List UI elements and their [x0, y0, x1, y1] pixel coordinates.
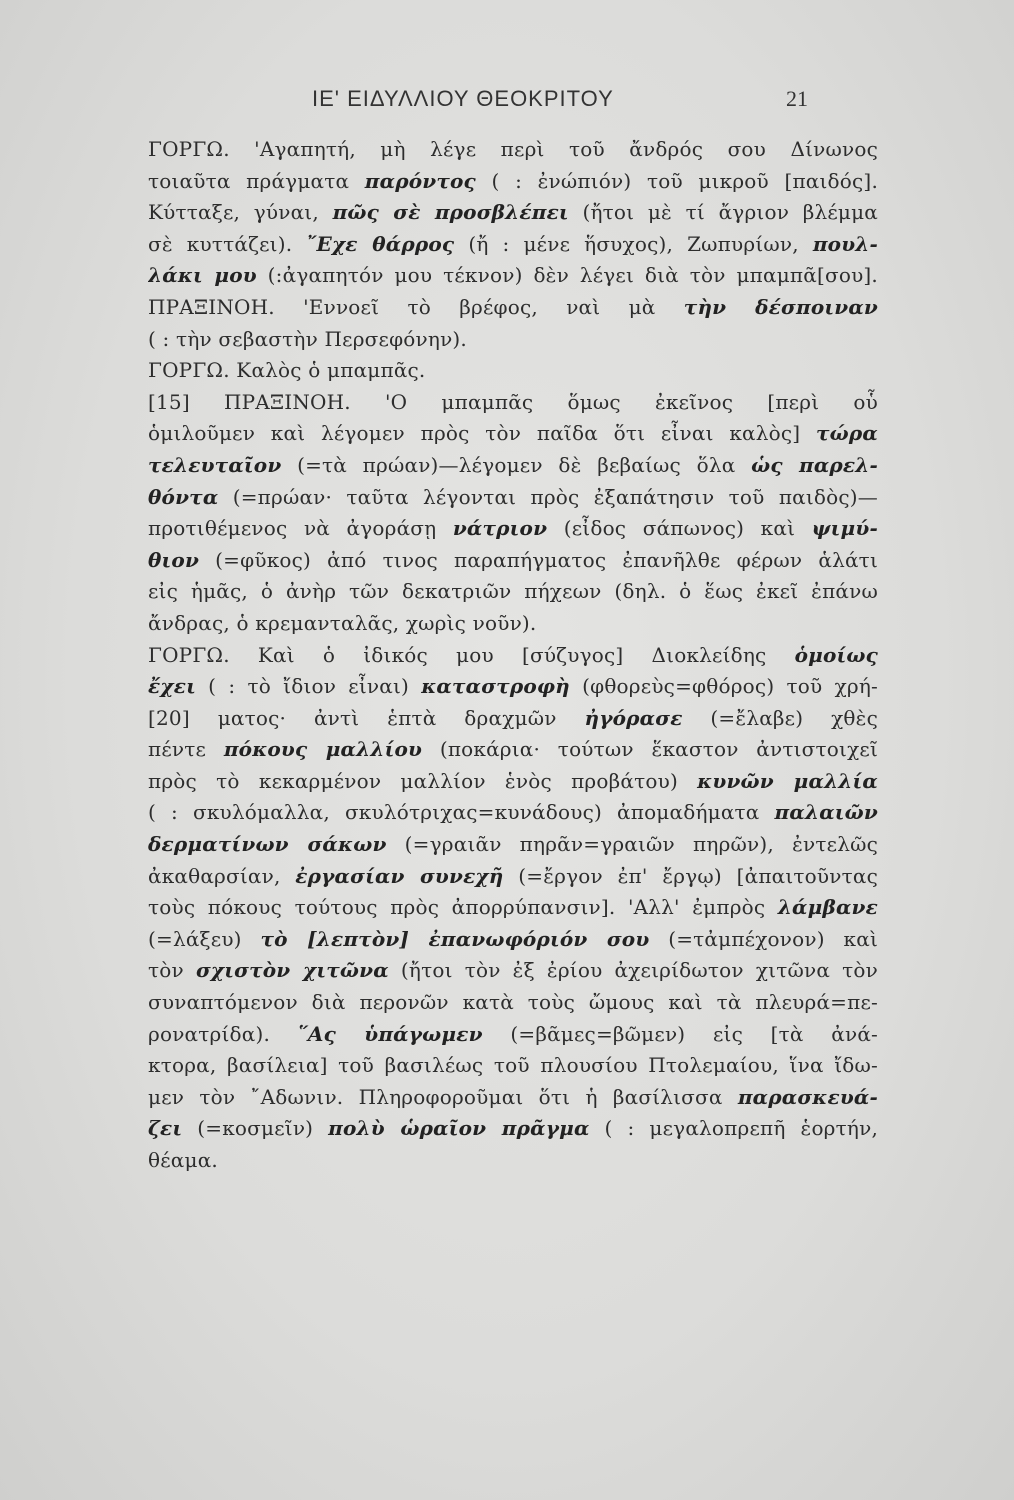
text-segment: πρὸς τὸ κεκαρμένον μαλλίον ἑνὸς προβάτου)	[148, 768, 698, 793]
text-line	[148, 892, 878, 924]
text-line	[148, 1113, 878, 1145]
text-segment: ΓΟΡΓΩ. 'Αγαπητή, μὴ λέγε περὶ τοῦ ἄνδρός σου Δίνωνος	[148, 137, 878, 161]
text-segment: τοιαῦτα πράγματα	[148, 168, 365, 193]
text-line	[148, 987, 878, 1019]
text-segment: Κύτταξε, γύναι,	[148, 200, 333, 225]
text-line	[148, 355, 878, 387]
emphasis-text: ὁμοίως	[794, 642, 878, 667]
body-text	[148, 134, 878, 1177]
emphasis-text: παρασκευά-	[737, 1084, 878, 1109]
text-segment: (=φῦκος) ἀπό τινος παραπήγματος ἐπανῆλθε φέρων ἁλάτι	[199, 547, 878, 572]
text-line	[148, 766, 878, 798]
text-segment: τὸν	[148, 958, 196, 983]
text-line	[148, 829, 878, 861]
text-segment: μεν τὸν ῎Αδωνιν. Πληροφοροῦμαι ὅτι ἡ βασίλισσα	[148, 1084, 738, 1109]
text-segment: (=κοσμεῖν)	[182, 1116, 329, 1141]
emphasis-text: νάτριον	[452, 516, 548, 541]
text-segment: ( : τὴν σεβαστὴν Περσεφόνην).	[148, 326, 467, 351]
text-segment: (=τὰ πρώαν)—λέγομεν δὲ βεβαίως ὅλα	[281, 452, 752, 477]
text-line	[148, 1050, 878, 1082]
text-segment: (εἶδος σάπωνος) καὶ	[547, 516, 812, 541]
emphasis-text: ἐργασίαν συνεχῆ	[295, 863, 504, 888]
text-line	[148, 166, 878, 198]
text-line	[148, 134, 878, 166]
text-segment: ἀκαθαρσίαν,	[148, 863, 296, 888]
emphasis-text: λάκι μου	[148, 263, 257, 288]
text-line	[148, 292, 878, 324]
emphasis-text: δερματίνων σάκων	[148, 832, 387, 857]
text-line	[148, 229, 878, 261]
text-segment: (=τἀμπέχονον) καὶ	[649, 926, 878, 951]
emphasis-text: λάμβανε	[777, 895, 878, 920]
emphasis-text: πόκους μαλλίου	[223, 737, 423, 762]
emphasis-text: ἔχει	[148, 674, 196, 699]
text-segment: (ἤτοι τὸν ἐξ ἐρίου ἀχειρίδωτον χιτῶνα τὸν	[388, 958, 878, 983]
emphasis-text: παρόντος	[364, 168, 476, 193]
text-segment: (:ἀγαπητόν μου τέκνον) δὲν λέγει διὰ τὸν μπαμπᾶ[σου].	[256, 263, 878, 288]
text-segment: (=γραιᾶν πηρᾶν=γραιῶν πηρῶν), ἐντελῶς	[386, 832, 878, 857]
emphasis-text: θόντα	[148, 484, 219, 509]
emphasis-text: ζει	[148, 1116, 183, 1141]
text-line	[148, 260, 878, 292]
text-line	[148, 418, 878, 450]
emphasis-text: πουλ-	[812, 231, 878, 256]
text-segment: (=λάξευ)	[148, 926, 261, 951]
emphasis-text: τώρα	[816, 421, 878, 446]
text-segment: (=ἔλαβε) χθὲς	[682, 705, 878, 730]
text-segment: ( : ἐνώπιόν) τοῦ μικροῦ [παιδός].	[475, 168, 878, 193]
emphasis-text: πολὺ ὡραῖον πρᾶγμα	[328, 1116, 590, 1141]
text-line	[148, 1019, 878, 1051]
text-segment: (ἤ : μένε ἥσυχος), Ζωπυρίων,	[454, 231, 813, 256]
text-segment: ( : μεγαλοπρεπῆ ἑορτήν,	[589, 1116, 878, 1141]
text-segment: σὲ κυττάζει).	[148, 231, 307, 256]
text-segment: [15] ΠΡΑΞΙΝΟΗ. 'Ο μπαμπᾶς ὅμως ἐκεῖνος [περὶ οὗ	[148, 389, 878, 414]
emphasis-text: καταστροφὴ	[421, 674, 570, 699]
text-line	[148, 1082, 878, 1114]
text-line	[148, 1145, 878, 1177]
text-line	[148, 482, 878, 514]
text-line	[148, 924, 878, 956]
text-segment: τοὺς πόκους τούτους πρὸς ἀπορρύπανσιν]. 'Αλλ' ἐμπρὸς	[148, 895, 778, 920]
text-segment: (ποκάρια· τούτων ἕκαστον ἀντιστοιχεῖ	[422, 737, 878, 762]
page-number: 21	[786, 86, 808, 111]
emphasis-text: σχιστὸν χιτῶνα	[195, 958, 389, 983]
text-line	[148, 703, 878, 735]
text-line	[148, 545, 878, 577]
text-segment: (=πρώαν· ταῦτα λέγονται πρὸς ἐξαπάτησιν τοῦ παιδὸς)—	[218, 484, 878, 509]
emphasis-text: τελευταῖον	[148, 452, 282, 477]
text-line	[148, 197, 878, 229]
emphasis-text: θιον	[148, 547, 200, 572]
text-line	[148, 734, 878, 766]
text-segment: (ἤτοι μὲ τί ἄγριον βλέμμα	[568, 200, 878, 225]
text-line	[148, 450, 878, 482]
emphasis-text: ῎Εχε θάρρος	[306, 231, 455, 256]
text-segment: ΓΟΡΓΩ. Καὶ ὁ ἰδικός μου [σύζυγος] Διοκλείδης	[148, 642, 795, 667]
text-segment: ( : τὸ ἴδιον εἶναι)	[195, 674, 422, 699]
text-segment: ὁμιλοῦμεν καὶ λέγομεν πρὸς τὸν παῖδα ὅτι εἶναι καλὸς]	[148, 421, 816, 446]
text-segment: προτιθέμενος νὰ ἀγοράσῃ	[148, 516, 453, 541]
text-segment: πέντε	[148, 737, 224, 762]
text-line	[148, 576, 878, 608]
text-line	[148, 671, 878, 703]
text-line	[148, 608, 878, 640]
emphasis-text: παλαιῶν	[774, 800, 878, 825]
text-segment: ρονατρίδα).	[148, 1021, 298, 1046]
running-title: ΙΕ' ΕΙΔΥΛΛΙΟΥ ΘΕΟΚΡΙΤΟΥ	[312, 86, 614, 111]
page-header	[150, 86, 850, 118]
emphasis-text: ἠγόρασε	[584, 705, 683, 730]
text-line	[148, 513, 878, 545]
emphasis-text: ῞Ας ὑπάγωμεν	[297, 1021, 483, 1046]
text-segment: (φθορεὺς=φθόρος) τοῦ χρή-	[569, 674, 878, 699]
emphasis-text: τὴν δέσποιναν	[683, 294, 878, 319]
text-segment: κτορα, βασίλεια] τοῦ βασιλέως τοῦ πλουσίου Πτολεμαίου, ἵνα ἴδω-	[148, 1053, 878, 1078]
text-segment: συναπτόμενον διὰ περονῶν κατὰ τοὺς ὤμους καὶ τὰ πλευρά=πε-	[148, 990, 878, 1015]
text-segment: ἄνδρας, ὁ κρεμανταλᾶς, χωρὶς νοῦν).	[148, 610, 537, 635]
text-segment: θέαμα.	[148, 1148, 218, 1172]
text-segment: (=βᾶμες=βῶμεν) εἰς [τὰ ἀνά-	[482, 1021, 878, 1046]
text-segment: [20] ματος· ἀντὶ ἑπτὰ δραχμῶν	[148, 705, 585, 730]
emphasis-text: τὸ [λεπτὸν] ἐπανωφόριόν σου	[260, 926, 650, 951]
text-line	[148, 797, 878, 829]
text-segment: ( : σκυλόμαλλα, σκυλότριχας=κυνάδους) ἀπομαδήματα	[148, 800, 775, 825]
text-line	[148, 324, 878, 356]
text-segment: ΠΡΑΞΙΝΟΗ. 'Εννοεῖ τὸ βρέφος, ναὶ μὰ	[148, 294, 684, 319]
text-line	[148, 640, 878, 672]
text-segment: (=ἔργον ἐπ' ἔργῳ) [ἀπαιτοῦντας	[503, 863, 878, 888]
text-line	[148, 861, 878, 893]
emphasis-text: πῶς σὲ προσβλέπει	[332, 200, 569, 225]
text-line	[148, 387, 878, 419]
emphasis-text: κυνῶν μαλλία	[697, 768, 878, 793]
text-segment: εἰς ἡμᾶς, ὁ ἀνὴρ τῶν δεκατριῶν πήχεων (δηλ. ὁ ἕως ἐκεῖ ἐπάνω	[148, 579, 878, 604]
text-line	[148, 955, 878, 987]
emphasis-text: ψιμύ-	[811, 516, 878, 541]
emphasis-text: ὡς παρελ-	[751, 452, 878, 477]
text-segment: ΓΟΡΓΩ. Καλὸς ὁ μπαμπᾶς.	[148, 358, 426, 383]
